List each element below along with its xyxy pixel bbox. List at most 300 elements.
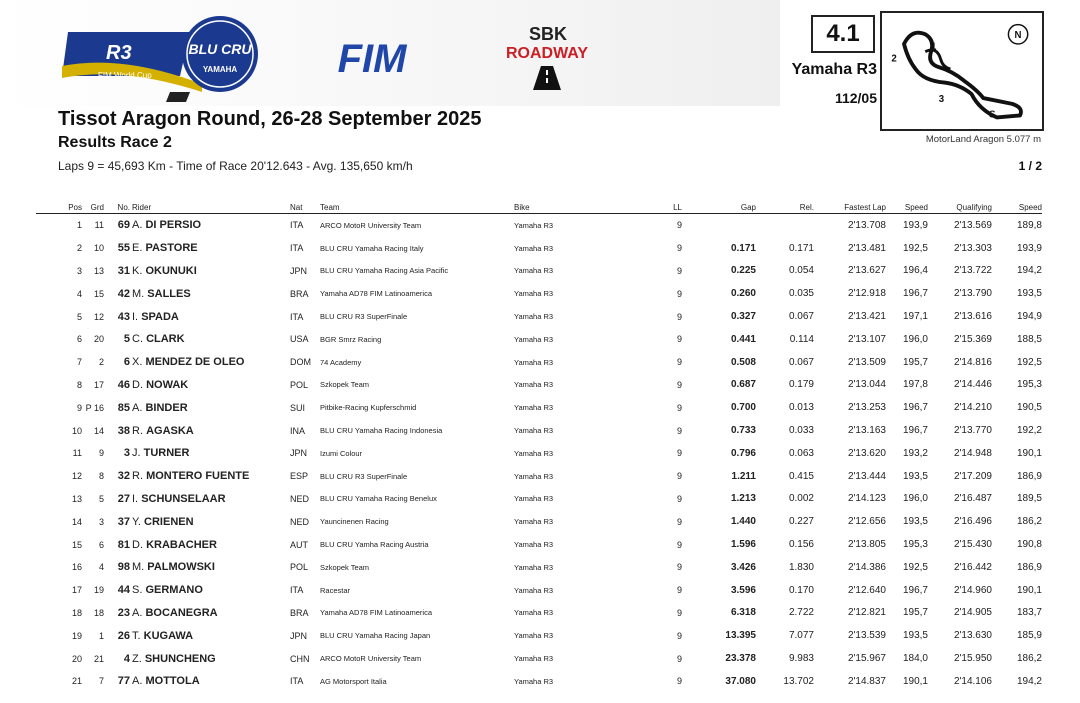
track-corner-3: 3 — [938, 93, 945, 105]
cell-no: 31 — [117, 264, 130, 277]
cell-qual: 2'14.210 — [953, 402, 992, 414]
cell-team: Yamaha AD78 FIM Latinoamerica — [320, 608, 432, 618]
rider-initial: M. — [132, 561, 145, 574]
rider-lastname: MENDEZ DE OLEO — [145, 356, 245, 369]
cell-grid: 6 — [98, 539, 104, 550]
track-map — [880, 11, 1044, 131]
cell-rider — [130, 488, 290, 511]
cell-bike: Yamaha R3 — [514, 357, 554, 367]
cell-no: 32 — [117, 470, 130, 483]
cell-qual: 2'16.442 — [953, 561, 992, 573]
table-row — [36, 442, 1042, 465]
cell-grid: 21 — [93, 653, 104, 664]
rider-initial: D. — [132, 538, 143, 551]
table-row — [36, 214, 1042, 237]
cell-bike: Yamaha R3 — [514, 243, 554, 253]
cell-no: 6 — [123, 356, 130, 369]
cell-nat: CHN — [290, 653, 310, 664]
rider-lastname: GERMANO — [145, 584, 203, 597]
rider-initial: S. — [132, 584, 143, 597]
cell-team: BLU CRU Yamaha Racing Benelux — [320, 494, 437, 504]
cell-bike: Yamaha R3 — [514, 289, 554, 299]
sbk-text: SBK — [529, 24, 568, 44]
cell-pos: 16 — [71, 562, 82, 573]
cell-gap: 0.225 — [730, 265, 756, 277]
cell-nat: ITA — [290, 676, 304, 687]
rider-lastname: AGASKA — [146, 424, 194, 437]
rider-initial: A. — [132, 606, 143, 619]
cell-qspeed: 195,3 — [1016, 379, 1042, 391]
col-rel: Rel. — [756, 201, 814, 214]
cell-rel: 2.722 — [788, 607, 814, 619]
cell-speed: 196,7 — [902, 288, 928, 300]
col-nat: Nat — [290, 201, 320, 214]
cell-qual: 2'15.950 — [953, 653, 992, 665]
cell-rel: 0.171 — [788, 242, 814, 254]
cell-pos: 4 — [76, 288, 82, 299]
cell-fastest: 2'13.163 — [847, 425, 886, 437]
cell-pos: 13 — [71, 493, 82, 504]
rider-lastname: CRIENEN — [144, 515, 194, 528]
cell-ll: 9 — [676, 676, 682, 687]
table-row — [36, 488, 1042, 511]
rider-lastname: PASTORE — [145, 242, 198, 255]
rider-initial: A. — [132, 401, 143, 414]
cell-qual: 2'15.369 — [953, 333, 992, 345]
cell-fastest: 2'13.481 — [847, 242, 886, 254]
cell-fastest: 2'13.509 — [847, 356, 886, 368]
rider-lastname: BOCANEGRA — [145, 606, 218, 619]
sbk-roadway-logo — [497, 20, 597, 92]
cell-fastest: 2'14.123 — [847, 493, 886, 505]
cell-no: 69 — [117, 219, 130, 232]
cell-team: BLU CRU R3 SuperFinale — [320, 471, 408, 481]
cell-no: 26 — [117, 629, 130, 642]
cell-rider — [130, 556, 290, 579]
cell-nat: ITA — [290, 311, 304, 322]
cell-pos: 2 — [76, 243, 82, 254]
fim-text: FIM — [337, 37, 407, 78]
cell-gap: 23.378 — [725, 653, 756, 665]
cell-pos: 18 — [71, 607, 82, 618]
cell-bike: Yamaha R3 — [514, 334, 554, 344]
cell-qual: 2'15.430 — [953, 539, 992, 551]
cell-bike: Yamaha R3 — [514, 266, 554, 276]
rider-initial: E. — [132, 242, 143, 255]
cell-rider — [130, 602, 290, 625]
cell-rider — [130, 237, 290, 260]
cell-bike: Yamaha R3 — [514, 654, 554, 664]
cell-nat: JPN — [290, 630, 308, 641]
cell-no: 38 — [117, 424, 130, 437]
cell-grid: 14 — [93, 425, 104, 436]
cell-nat: ITA — [290, 220, 304, 231]
cell-qual: 2'14.106 — [953, 675, 992, 687]
cell-gap: 0.700 — [730, 402, 756, 414]
track-start: S — [989, 109, 996, 121]
table-header — [36, 201, 1042, 214]
cell-team: BLU CRU Yamaha Racing Indonesia — [320, 426, 443, 436]
col-speed: Speed — [886, 201, 928, 214]
cell-rider — [130, 465, 290, 488]
cell-ll: 9 — [676, 607, 682, 618]
cell-gap: 0.687 — [730, 379, 756, 391]
rider-initial: D. — [132, 378, 143, 391]
cell-team: BLU CRU R3 SuperFinale — [320, 312, 408, 322]
cell-fastest: 2'13.627 — [847, 265, 886, 277]
cell-speed: 193,5 — [902, 630, 928, 642]
rider-initial: T. — [132, 629, 141, 642]
cell-ll: 9 — [676, 288, 682, 299]
cell-speed: 197,1 — [902, 311, 928, 323]
cell-bike: Yamaha R3 — [514, 448, 554, 458]
cell-rel: 13.702 — [783, 675, 814, 687]
cell-team: Szkopek Team — [320, 562, 370, 572]
cell-pos: 14 — [71, 516, 82, 527]
cell-ll: 9 — [676, 265, 682, 276]
cell-qspeed: 185,9 — [1016, 630, 1042, 642]
cell-gap: 13.395 — [725, 630, 756, 642]
col-bike: Bike — [514, 201, 624, 214]
cell-gap: 37.080 — [725, 675, 756, 687]
cell-rider — [130, 374, 290, 397]
roadway-text: ROADWAY — [505, 45, 589, 62]
cell-pos: 21 — [71, 676, 82, 687]
table-row — [36, 510, 1042, 533]
track-corner-2: 2 — [891, 53, 897, 65]
cell-nat: NED — [290, 516, 310, 527]
cell-qspeed: 190,1 — [1016, 447, 1042, 459]
cell-bike: Yamaha R3 — [514, 608, 554, 618]
cell-rel: 0.114 — [789, 333, 814, 345]
cell-no: 3 — [123, 447, 130, 460]
cell-pos: 17 — [71, 585, 82, 596]
cell-no: 42 — [117, 287, 130, 300]
cell-ll: 9 — [676, 220, 682, 231]
rider-initial: Y. — [132, 515, 141, 528]
cell-qspeed: 194,2 — [1016, 675, 1042, 687]
cell-pos: 11 — [72, 448, 82, 459]
cell-rel: 0.035 — [788, 288, 814, 300]
cell-rider — [130, 214, 290, 237]
col-gap: Gap — [682, 201, 756, 214]
cell-ll: 9 — [676, 585, 682, 596]
cell-rel: 0.063 — [788, 447, 814, 459]
rider-initial: R. — [132, 470, 143, 483]
cell-ll: 9 — [676, 630, 682, 641]
cell-pos: 10 — [71, 425, 82, 436]
cell-gap: 0.733 — [730, 425, 756, 437]
cell-nat: USA — [290, 334, 309, 345]
cell-rel: 0.415 — [788, 470, 814, 482]
cell-rider — [130, 419, 290, 442]
cell-no: 27 — [117, 492, 130, 505]
cell-grid: 5 — [98, 493, 104, 504]
table-row — [36, 282, 1042, 305]
cell-grid: 10 — [93, 243, 104, 254]
cell-grid: 3 — [98, 516, 104, 527]
cell-rel: 1.830 — [788, 561, 814, 573]
cell-fastest: 2'12.918 — [847, 288, 886, 300]
cell-no: 98 — [117, 561, 130, 574]
cell-nat: BRA — [290, 607, 309, 618]
cell-pos: 5 — [76, 311, 82, 322]
cell-rider — [130, 328, 290, 351]
rider-lastname: SALLES — [147, 287, 191, 300]
cell-rider — [130, 579, 290, 602]
cell-bike: Yamaha R3 — [514, 585, 554, 595]
blu-cru-text: BLU CRU — [188, 41, 252, 57]
rider-initial: M. — [132, 287, 145, 300]
cell-team: BLU CRU Yamaha Racing Japan — [320, 631, 431, 641]
cell-ll: 9 — [676, 471, 682, 482]
bike-class: Yamaha R3 — [791, 61, 877, 78]
cell-speed: 195,7 — [902, 356, 928, 368]
cell-pos: 8 — [76, 379, 82, 390]
cell-speed: 196,7 — [902, 584, 928, 596]
col-grid: Grd — [82, 201, 104, 214]
cell-pos: 7 — [76, 357, 82, 368]
fim-logo — [322, 36, 422, 78]
cell-no: 44 — [117, 584, 130, 597]
table-row — [36, 419, 1042, 442]
rider-initial: R. — [132, 424, 143, 437]
cell-qspeed: 192,2 — [1016, 425, 1042, 437]
cell-bike: Yamaha R3 — [514, 517, 554, 527]
cell-rel: 0.179 — [788, 379, 814, 391]
rider-lastname: PALMOWSKI — [147, 561, 215, 574]
cell-team: BGR Smrz Racing — [320, 334, 382, 344]
cell-no: 77 — [117, 675, 130, 688]
rider-lastname: DI PERSIO — [145, 219, 202, 232]
cell-qual: 2'13.616 — [953, 311, 992, 323]
table-row — [36, 396, 1042, 419]
cell-fastest: 2'14.386 — [847, 561, 886, 573]
cell-speed: 196,4 — [902, 265, 928, 277]
table-row — [36, 374, 1042, 397]
cell-team: BLU CRU Yamha Racing Austria — [320, 540, 429, 550]
cell-nat: POL — [290, 379, 309, 390]
cell-fastest: 2'12.656 — [847, 516, 886, 528]
cell-speed: 192,5 — [902, 242, 928, 254]
yamaha-text: YAMAHA — [202, 65, 238, 74]
cell-ll: 9 — [676, 562, 682, 573]
cell-fastest: 2'12.640 — [847, 584, 886, 596]
table-row — [36, 533, 1042, 556]
cell-pos: 6 — [76, 334, 82, 345]
cell-speed: 184,0 — [902, 653, 928, 665]
cell-grid: 20 — [93, 334, 104, 345]
cell-grid: 15 — [93, 288, 104, 299]
cell-qual: 2'14.905 — [953, 607, 992, 619]
rider-lastname: SPADA — [141, 310, 179, 323]
cell-qspeed: 193,9 — [1016, 242, 1042, 254]
cell-fastest: 2'13.708 — [847, 219, 886, 231]
rider-lastname: CLARK — [146, 333, 185, 346]
cell-rider — [130, 624, 290, 647]
cell-rel: 9.983 — [788, 653, 814, 665]
cell-team: Szkopek Team — [320, 380, 370, 390]
cell-bike: Yamaha R3 — [514, 380, 554, 390]
cell-speed: 196,7 — [902, 402, 928, 414]
cell-team: Izumi Colour — [320, 448, 363, 458]
cell-pos: 20 — [71, 653, 82, 664]
cell-speed: 192,5 — [902, 561, 928, 573]
cell-rel: 0.156 — [788, 539, 814, 551]
track-caption: MotorLand Aragon 5.077 m — [925, 134, 1041, 145]
rider-initial: A. — [132, 675, 143, 688]
cell-qual: 2'13.790 — [953, 288, 992, 300]
table-row — [36, 579, 1042, 602]
rider-lastname: NOWAK — [146, 378, 189, 391]
cell-speed: 196,7 — [902, 425, 928, 437]
cell-no: 37 — [117, 515, 130, 528]
cell-pos: 19 — [71, 630, 82, 641]
cell-rel — [756, 214, 814, 237]
cell-rider — [130, 533, 290, 556]
cell-nat: ESP — [290, 471, 309, 482]
cell-speed: 193,5 — [902, 516, 928, 528]
cell-qspeed: 186,9 — [1016, 561, 1042, 573]
table-row — [36, 465, 1042, 488]
cell-rel: 7.077 — [788, 630, 814, 642]
table-row — [36, 237, 1042, 260]
cell-rel: 0.067 — [788, 356, 814, 368]
cell-gap: 0.327 — [730, 311, 756, 323]
cell-rider — [130, 647, 290, 670]
col-ll: LL — [624, 201, 682, 214]
cell-gap: 1.211 — [731, 470, 756, 482]
cell-pos: 15 — [71, 539, 82, 550]
cell-speed: 190,1 — [902, 675, 928, 687]
cell-qspeed: 183,7 — [1016, 607, 1042, 619]
cell-nat: INA — [290, 425, 306, 436]
cell-fastest: 2'13.421 — [847, 311, 886, 323]
cell-qspeed: 186,2 — [1016, 653, 1042, 665]
cell-nat: JPN — [290, 448, 308, 459]
cell-qual: 2'13.770 — [953, 425, 992, 437]
table-row — [36, 647, 1042, 670]
cell-gap: 0.508 — [730, 356, 756, 368]
rider-lastname: OKUNUKI — [145, 264, 197, 277]
col-qual-speed: Speed — [992, 201, 1042, 214]
cell-qspeed: 194,9 — [1016, 311, 1042, 323]
cell-rider — [130, 305, 290, 328]
cell-team: Pitbike-Racing Kupferschmid — [320, 403, 417, 413]
rider-lastname: TURNER — [143, 447, 190, 460]
rider-initial: A. — [132, 219, 143, 232]
rider-lastname: SHUNCHENG — [144, 652, 216, 665]
cell-bike: Yamaha R3 — [514, 562, 554, 572]
cell-rel: 0.033 — [788, 425, 814, 437]
cell-fastest: 2'15.967 — [847, 653, 886, 665]
page-subtitle: Results Race 2 — [58, 134, 172, 151]
cell-rider — [130, 282, 290, 305]
table-row — [36, 328, 1042, 351]
rider-lastname: MONTERO FUENTE — [146, 470, 250, 483]
cell-rider — [130, 351, 290, 374]
cell-qual: 2'14.446 — [953, 379, 992, 391]
cell-team: ARCO MotoR University Team — [320, 654, 422, 664]
page-title: Tissot Aragon Round, 26-28 September 2025 — [58, 108, 482, 130]
cell-ll: 9 — [676, 379, 682, 390]
cell-fastest: 2'13.253 — [847, 402, 886, 414]
rider-lastname: SCHUNSELAAR — [141, 492, 226, 505]
cell-fastest: 2'13.444 — [847, 470, 886, 482]
cell-grid: 17 — [93, 379, 104, 390]
rider-lastname: KUGAWA — [143, 629, 194, 642]
col-rider: Rider — [130, 201, 290, 214]
cell-team: Yauncinenen Racing — [320, 517, 389, 527]
cell-no: 4 — [123, 652, 130, 665]
cell-fastest: 2'13.620 — [847, 447, 886, 459]
cell-ll: 9 — [676, 493, 682, 504]
cell-speed: 193,5 — [902, 470, 928, 482]
race-info: Laps 9 = 45,693 Km - Time of Race 20'12.643 - Avg. 135,650 km/h — [58, 159, 413, 173]
cell-nat: DOM — [290, 357, 311, 368]
table-row — [36, 351, 1042, 374]
cell-team: Yamaha AD78 FIM Latinoamerica — [320, 289, 432, 299]
cell-fastest: 2'13.539 — [847, 630, 886, 642]
cell-qual: 2'13.630 — [953, 630, 992, 642]
cell-gap: 0.441 — [730, 333, 756, 345]
cell-no: 23 — [117, 606, 130, 619]
rider-initial: J. — [132, 447, 141, 460]
cell-qspeed: 189,8 — [1016, 219, 1042, 231]
r3-world-cup-logo — [62, 14, 262, 104]
cell-qual: 2'14.948 — [953, 447, 992, 459]
cell-team: 74 Academy — [320, 357, 362, 367]
cell-qual: 2'13.569 — [953, 219, 992, 231]
cell-speed: 195,7 — [902, 607, 928, 619]
cell-grid: P 16 — [85, 402, 104, 413]
cell-bike: Yamaha R3 — [514, 471, 554, 481]
cell-rel: 0.054 — [788, 265, 814, 277]
cell-qspeed: 188,5 — [1016, 333, 1042, 345]
cell-speed: 193,2 — [902, 447, 928, 459]
cell-gap: 0.796 — [730, 447, 756, 459]
rider-initial: I. — [132, 310, 139, 323]
page-number: 1 / 2 — [1018, 159, 1042, 173]
rider-lastname: KRABACHER — [146, 538, 217, 551]
cell-fastest: 2'13.044 — [847, 379, 886, 391]
rider-initial: I. — [132, 492, 139, 505]
rider-initial: X. — [132, 356, 143, 369]
cell-ll: 9 — [676, 402, 682, 413]
cell-ll: 9 — [676, 357, 682, 368]
cell-ll: 9 — [676, 243, 682, 254]
cell-grid: 2 — [98, 357, 104, 368]
col-pos: Pos — [36, 201, 82, 214]
cell-fastest: 2'14.837 — [847, 675, 886, 687]
cell-rel: 0.067 — [788, 311, 814, 323]
cell-nat: ITA — [290, 585, 304, 596]
cell-grid: 12 — [93, 311, 104, 322]
cell-ll: 9 — [676, 653, 682, 664]
cell-qspeed: 186,9 — [1016, 470, 1042, 482]
table-row — [36, 260, 1042, 283]
col-team: Team — [320, 201, 514, 214]
cell-qual: 2'14.960 — [953, 584, 992, 596]
cell-qspeed: 190,5 — [1016, 402, 1042, 414]
cell-speed: 193,9 — [902, 219, 928, 231]
cell-ll: 9 — [676, 539, 682, 550]
rider-initial: K. — [132, 264, 143, 277]
cell-team: BLU CRU Yamaha Racing Asia Pacific — [320, 266, 449, 276]
track-corner-1: 1 — [931, 41, 937, 53]
col-qualifying: Qualifying — [928, 201, 992, 214]
cell-pos: 12 — [71, 471, 82, 482]
